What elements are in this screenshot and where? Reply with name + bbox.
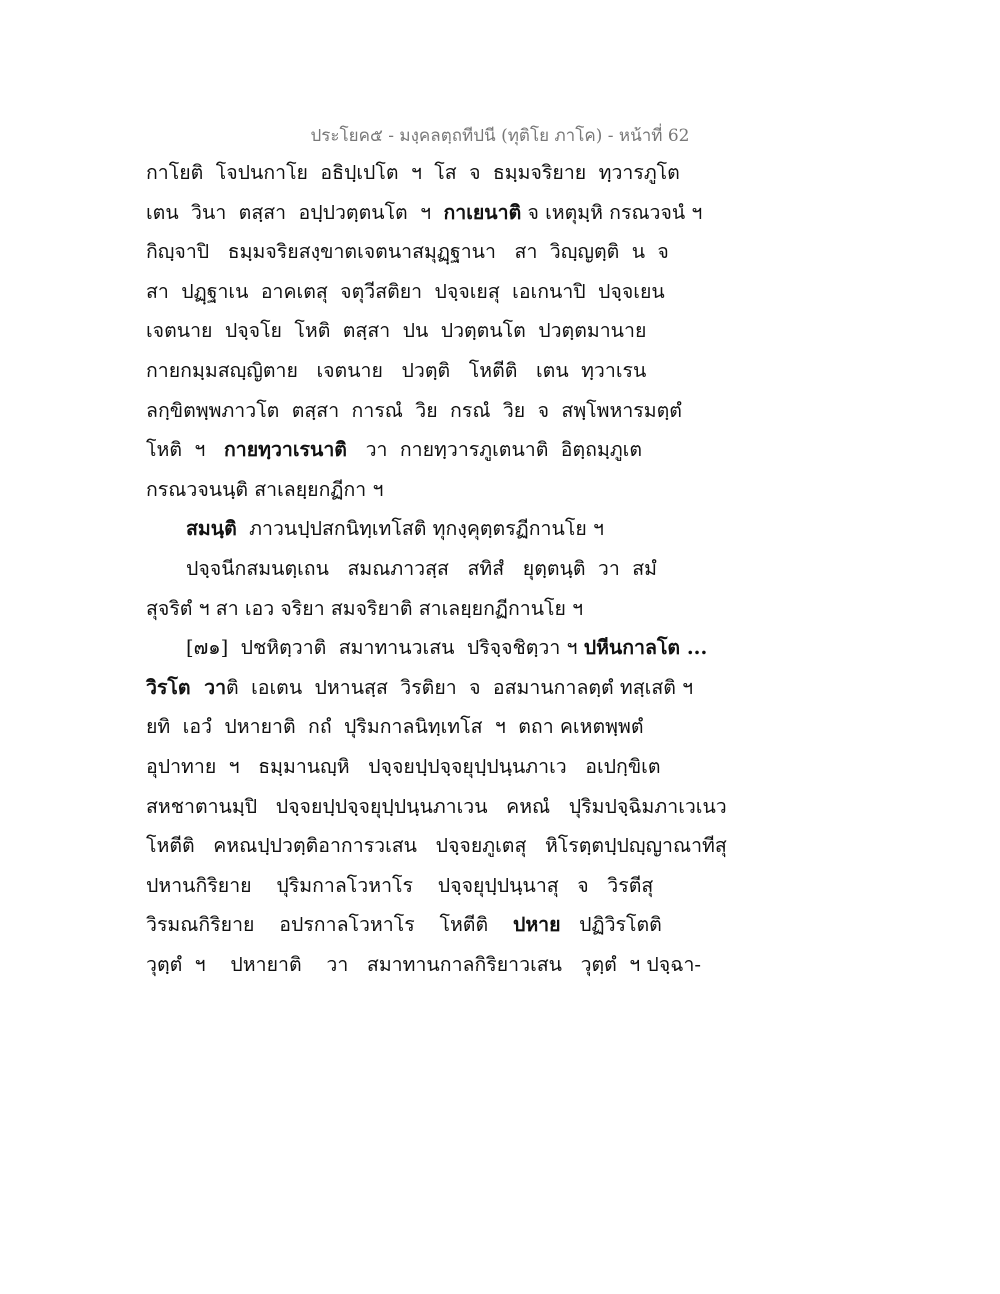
line-text: โหตีติ คหณปฺปวตฺติอาการวเสน ปจฺจยภูเตสุ หิโรตฺตปฺปญฺญาณาทีสุ bbox=[146, 834, 727, 858]
text-line-l08 bbox=[146, 435, 866, 475]
text-line-l14 bbox=[146, 673, 866, 713]
line-text: ปจฺจนีกสมนตฺเถน สมณภาวสฺส สทิสํ ยุตฺตนฺติ วา สมํ bbox=[186, 556, 657, 580]
body-text bbox=[146, 158, 866, 989]
line-text: ภาวนปฺปสกนิทฺเทโสติ ทุกงฺคุตฺตรฏีกานโย ฯ bbox=[236, 517, 604, 541]
text-line-l12 bbox=[146, 594, 866, 634]
bold-term: สมนฺติ bbox=[186, 517, 237, 541]
line-text: สุจริตํ ฯ สา เอว จริยา สมจริยาติ สาเลยฺยกฏีกานโย ฯ bbox=[146, 596, 584, 620]
line-text: เตน วินา ตสฺสา อปฺปวตฺตนโต ฯ bbox=[146, 200, 444, 224]
line-text: ลกฺขิตพฺพภาวโต ตสฺสา การณํ วิย กรณํ วิย จ สพฺโพหารมตฺตํ bbox=[146, 398, 682, 422]
bold-term: วิรโต วา bbox=[146, 675, 227, 699]
line-text: ปหานกิริยาย ปุริมกาลโวหาโร ปจฺจยุปฺปนฺนาสุ จ วิรตีสุ bbox=[146, 873, 654, 897]
line-text: วา กายทฺวารภูเตนาติ อิตฺถมฺภูเต bbox=[346, 438, 643, 462]
line-text: กิญฺจาปิ ธมฺมจริยสงฺขาตเจตนาสมุฏฺฐานา สา วิญฺญตฺติ น จ bbox=[146, 240, 669, 264]
text-line-l11 bbox=[146, 554, 866, 594]
text-line-l09 bbox=[146, 475, 866, 515]
bold-term: ปหีนกาลโต ... bbox=[583, 636, 708, 660]
text-line-l02 bbox=[146, 198, 866, 238]
line-text: อุปาทาย ฯ ธมฺมานญฺหิ ปจฺจยปฺปจฺจยุปฺปนฺนภาเว อเปกฺขิเต bbox=[146, 754, 661, 778]
text-line-l01 bbox=[146, 158, 866, 198]
line-text: โหติ ฯ bbox=[146, 438, 224, 462]
line-text: เจตนาย ปจฺจโย โหติ ตสฺสา ปน ปวตฺตนโต ปวตฺตมานาย bbox=[146, 319, 647, 343]
line-text: วุตฺตํ ฯ ปหายาติ วา สมาทานกาลกิริยาวเสน วุตฺตํ ฯ ปจฺฉา- bbox=[146, 952, 702, 976]
line-text: สา ปฏฺฐาเน อาคเตสุ จตุวีสติยา ปจฺจเยสุ เอเกนาปิ ปจฺจเยน bbox=[146, 279, 665, 303]
text-line-l07 bbox=[146, 396, 866, 436]
text-line-l20 bbox=[146, 910, 866, 950]
text-line-l10 bbox=[146, 514, 866, 554]
text-line-l16 bbox=[146, 752, 866, 792]
line-text: กาโยติ โจปนกาโย อธิปฺเปโต ฯ โส จ ธมฺมจริยาย ทฺวารภูโต bbox=[146, 161, 680, 184]
line-text: กายกมฺมสญฺญิตาย เจตนาย ปวตฺติ โหตีติ เตน ทฺวาเรน bbox=[146, 358, 647, 382]
text-line-l15 bbox=[146, 712, 866, 752]
line-text: วิรมณกิริยาย อปรกาลโวหาโร โหตีติ bbox=[146, 913, 513, 937]
line-text: ติ เอเตน ปหานสฺส วิรติยา จ อสมานกาลตฺตํ ทสฺเสติ ฯ bbox=[226, 675, 694, 699]
line-text: สหชาตานมฺปิ ปจฺจยปฺปจฺจยุปฺปนฺนภาเวน คหณํ ปุริมปจฺฉิมภาเวเนว bbox=[146, 794, 727, 818]
line-text: ยทิ เอวํ ปหายาติ กถํ ปุริมกาลนิทฺเทโส ฯ ตถา คเหตพฺพตํ bbox=[146, 715, 644, 739]
line-text: จ เหตุมฺหิ กรณวจนํ ฯ bbox=[521, 200, 703, 224]
text-line-l04 bbox=[146, 277, 866, 317]
text-line-l18 bbox=[146, 831, 866, 871]
bold-term: ปหาย bbox=[512, 913, 561, 937]
text-line-l21 bbox=[146, 950, 866, 990]
bold-term: กายทฺวาเรนาติ bbox=[223, 438, 347, 462]
bold-term: กาเยนาติ bbox=[443, 200, 522, 224]
text-line-l03 bbox=[146, 237, 866, 277]
text-line-l17 bbox=[146, 792, 866, 832]
text-line-l19 bbox=[146, 871, 866, 911]
line-text: กรณวจนนฺติ สาเลยฺยกฏีกา ฯ bbox=[146, 477, 384, 501]
running-header: ประโยค๕ - มงฺคลตฺถทีปนี (ทุติโย ภาโค) - หน้าที่ 62 bbox=[310, 126, 690, 146]
line-text: ปฏิวิรโตติ bbox=[560, 913, 662, 937]
line-text: [๗๑] ปชหิตฺวาติ สมาทานวเสน ปริจฺจชิตฺวา ฯ bbox=[186, 636, 584, 660]
text-line-l13 bbox=[146, 633, 866, 673]
text-line-l06 bbox=[146, 356, 866, 396]
text-line-l05 bbox=[146, 316, 866, 356]
